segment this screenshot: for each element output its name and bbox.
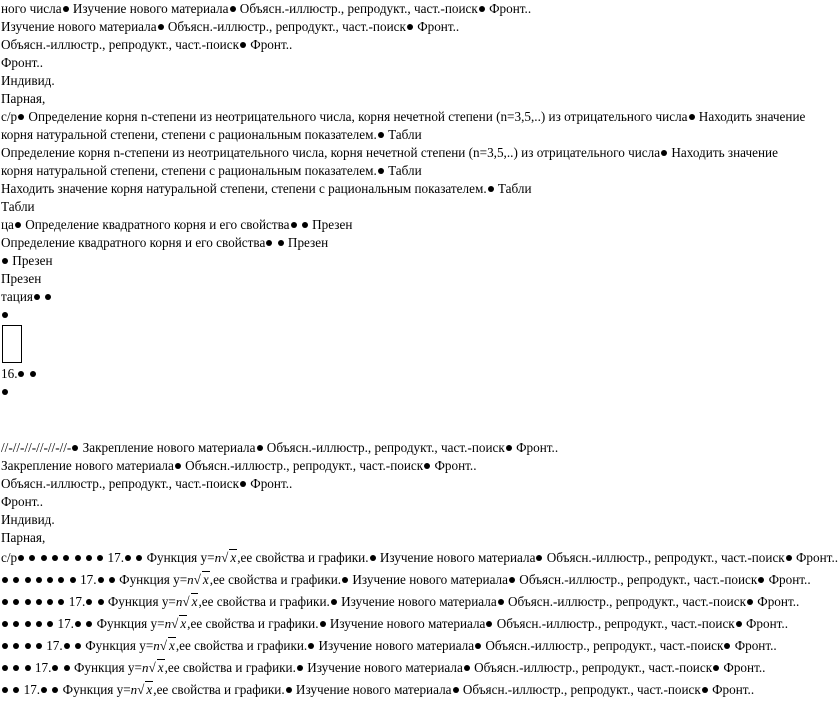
- function-label: Функция y=: [119, 572, 188, 587]
- text-fragment: Фронт..: [417, 19, 460, 34]
- bullet-icon: [30, 371, 36, 377]
- function-suffix: ,ее свойства и графики.: [198, 594, 330, 609]
- bullet-icon: [86, 599, 92, 605]
- bullet-icon: [13, 643, 19, 649]
- text-fragment: Изучение нового материала: [318, 638, 475, 653]
- bullet-icon: [702, 687, 708, 693]
- bullet-icon: [36, 643, 42, 649]
- text-line: [1, 475, 813, 493]
- text-fragment: Объясн.-иллюстр., репродукт., част.-поиск: [546, 550, 785, 565]
- radicand: x: [191, 594, 198, 609]
- text-line: [1, 383, 813, 401]
- text-fragment: с/р: [1, 109, 18, 124]
- bullet-icon: [320, 621, 326, 627]
- bullet-icon: [41, 687, 47, 693]
- radical-expression: [142, 657, 165, 679]
- bullet-icon: [63, 6, 69, 12]
- radical-expression: [215, 547, 238, 569]
- function-suffix: ,ее свойства и графики.: [209, 572, 342, 587]
- row-number: 17.: [46, 638, 63, 653]
- radical-sign-icon: √: [182, 594, 190, 609]
- text-paragraph: [1, 108, 813, 144]
- radical-sign-icon: √: [171, 616, 179, 631]
- bullet-icon: [2, 258, 8, 264]
- text-fragment: Находить значение корня натуральной степени, степени с рациональным показателем.: [1, 109, 806, 142]
- text-fragment: ца: [1, 217, 14, 232]
- bullet-icon: [747, 599, 753, 605]
- bullet-icon: [29, 555, 35, 561]
- bullet-icon: [424, 463, 430, 469]
- bullet-icon: [713, 665, 719, 671]
- text-fragment: Табли: [497, 181, 532, 196]
- radical-sign-icon: √: [159, 638, 168, 653]
- bullet-icon: [758, 577, 764, 583]
- bullet-icon: [2, 599, 8, 605]
- text-fragment: Фронт..: [712, 682, 755, 697]
- text-fragment: Изучение нового материала: [341, 594, 497, 609]
- text-fragment: Объясн.-иллюстр., репродукт., част.-поиск: [508, 594, 746, 609]
- row-prefix: с/р: [1, 550, 18, 565]
- text-fragment: Презен: [312, 217, 353, 232]
- bullet-icon: [302, 222, 308, 228]
- function-label: Функция y=: [62, 682, 131, 697]
- text-fragment: Изучение нового материала: [295, 682, 452, 697]
- radicand: x: [169, 638, 175, 653]
- text-fragment: Фронт..: [516, 440, 559, 455]
- bullet-icon: [486, 621, 492, 627]
- bullet-icon: [13, 687, 19, 693]
- function-suffix: ,ее свойства и графики.: [153, 682, 285, 697]
- bullet-icon: [378, 132, 384, 138]
- text-fragment: Закрепление нового материала: [82, 440, 256, 455]
- text-fragment: Объясн.-иллюстр., репродукт., част.-поиск: [185, 458, 424, 473]
- text-fragment: Закрепление нового материала: [1, 458, 174, 473]
- text-fragment: Табли: [388, 163, 422, 178]
- text-fragment: Определение квадратного корня и его свойства: [25, 217, 290, 232]
- function-row: [1, 635, 813, 657]
- radical-expression: [187, 569, 210, 591]
- bullet-icon: [64, 665, 70, 671]
- bullet-icon: [175, 463, 181, 469]
- text-line: [1, 36, 813, 54]
- radical-index: n: [187, 572, 194, 587]
- bullet-icon: [58, 577, 64, 583]
- bullet-icon: [36, 577, 42, 583]
- text-line: [1, 18, 813, 36]
- function-rows: [1, 547, 838, 701]
- radicand: x: [157, 660, 164, 675]
- bullet-icon: [58, 599, 64, 605]
- bullet-icon: [75, 555, 81, 561]
- bullet-icon: [2, 665, 8, 671]
- bullet-icon: [331, 599, 337, 605]
- text-fragment: Изучение нового материала: [329, 616, 486, 631]
- bullet-icon: [475, 643, 481, 649]
- bullet-icon: [25, 665, 31, 671]
- radical-expression: [131, 679, 154, 701]
- text-fragment: Находить значение корня натуральной степени, степени с рациональным показателем.: [1, 181, 487, 196]
- bullet-icon: [240, 42, 246, 48]
- text-line: [1, 252, 813, 270]
- bullet-icon: [407, 24, 413, 30]
- bullet-icon: [13, 577, 19, 583]
- radical-index: n: [130, 682, 138, 697]
- bullet-icon: [25, 621, 31, 627]
- bullet-icon: [63, 555, 69, 561]
- text-fragment: Объясн.-иллюстр., репродукт., част.-поиск: [1, 37, 239, 52]
- radicand: x: [146, 682, 153, 697]
- function-suffix: ,ее свойства и графики.: [164, 660, 296, 675]
- text-fragment: Объясн.-иллюстр., репродукт., част.-поиск: [519, 572, 758, 587]
- bullet-icon: [47, 577, 53, 583]
- bullet-icon: [2, 643, 8, 649]
- row-number: 17.: [23, 682, 41, 697]
- row-number: 17.: [57, 616, 74, 631]
- function-row: [1, 569, 813, 591]
- text-line: [1, 365, 813, 383]
- bullet-icon: [25, 577, 31, 583]
- row-number: 17.: [107, 550, 124, 565]
- radical-sign-icon: √: [193, 572, 201, 587]
- bullet-icon: [308, 643, 314, 649]
- text-line: Парная,: [1, 91, 46, 106]
- text-fragment: Объясн.-иллюстр., репродукт., част.-поиск: [266, 440, 505, 455]
- text-line: Индивид.: [1, 512, 55, 527]
- bullet-icon: [97, 555, 103, 561]
- text-line: Фронт..: [1, 55, 44, 70]
- function-suffix: ,ее свойства и графики.: [237, 550, 369, 565]
- bullet-icon: [125, 555, 131, 561]
- bullet-icon: [75, 621, 81, 627]
- text-fragment: Фронт..: [757, 594, 800, 609]
- text-fragment: Изучение нового материала: [379, 550, 536, 565]
- radical-sign-icon: √: [148, 660, 156, 675]
- text-line: Фронт..: [1, 494, 44, 509]
- bullet-icon: [506, 445, 512, 451]
- bullet-icon: [18, 555, 24, 561]
- bullet-icon: [34, 294, 40, 300]
- bullet-icon: [2, 389, 8, 395]
- text-fragment: Объясн.-иллюстр., репродукт., част.-поиск: [462, 682, 701, 697]
- function-label: Функция y=: [85, 638, 154, 653]
- bullet-icon: [278, 240, 284, 246]
- bullet-icon: [72, 445, 78, 451]
- bullet-icon: [2, 312, 8, 318]
- text-fragment: Объясн.-иллюстр., репродукт., част.-поиск: [496, 616, 735, 631]
- text-line: Индивид.: [1, 73, 55, 88]
- bullet-icon: [52, 665, 58, 671]
- text-line: [1, 234, 813, 252]
- bullet-icon: [689, 114, 695, 120]
- bullet-icon: [291, 222, 297, 228]
- text-fragment: Фронт..: [250, 476, 293, 491]
- text-fragment: Изучение нового материала: [352, 572, 508, 587]
- bullet-icon: [18, 371, 24, 377]
- radical-index: n: [214, 550, 222, 565]
- radical-index: n: [175, 594, 183, 609]
- bullet-icon: [286, 687, 292, 693]
- bullet-icon: [536, 555, 542, 561]
- function-label: Функция y=: [73, 660, 142, 675]
- text-fragment: Находить значение корня натуральной степени, степени с рациональным показателем.: [1, 145, 778, 178]
- bullet-icon: [25, 599, 31, 605]
- bullet-icon: [297, 665, 303, 671]
- text-fragment: Фронт..: [489, 1, 532, 16]
- bullet-icon: [479, 6, 485, 12]
- bullet-icon: [15, 222, 21, 228]
- text-fragment: Объясн.-иллюстр., репродукт., част.-поиск: [167, 19, 406, 34]
- bullet-icon: [136, 555, 142, 561]
- bullet-icon: [18, 114, 24, 120]
- text-line: Презен: [1, 271, 42, 286]
- radicand: x: [230, 550, 237, 565]
- text-fragment: Фронт..: [250, 37, 293, 52]
- bullet-icon: [498, 599, 504, 605]
- text-fragment: ного числа: [1, 1, 62, 16]
- bullet-icon: [47, 599, 53, 605]
- text-line: [1, 288, 813, 306]
- text-fragment: Определение корня n-степени из неотрицательного числа, корня нечетной степени (n=3,5,..) из отрицательного числа: [28, 109, 688, 124]
- text-fragment: Изучение нового материала: [1, 19, 157, 34]
- radical-sign-icon: √: [221, 550, 229, 565]
- bullet-icon: [109, 577, 115, 583]
- text-fragment: Фронт..: [723, 660, 766, 675]
- bullet-icon: [230, 6, 236, 12]
- row-number: 17.: [68, 594, 86, 609]
- bullet-icon: [488, 186, 494, 192]
- function-row: [1, 547, 838, 569]
- blank-space: [1, 401, 813, 439]
- radical-index: n: [164, 616, 172, 631]
- text-fragment: Определение корня n-степени из неотрицательного числа, корня нечетной степени (n=3,5,..) из отрицательного числа: [1, 145, 661, 160]
- radical-expression: [153, 635, 176, 657]
- text-line: [1, 0, 813, 18]
- text-fragment: Изучение нового материала: [307, 660, 463, 675]
- radicand: x: [180, 616, 187, 631]
- bullet-icon: [36, 621, 42, 627]
- bullet-icon: [266, 240, 272, 246]
- text-fragment: Объясн.-иллюстр., репродукт., част.-поиск: [1, 476, 239, 491]
- text-fragment: 16.: [1, 366, 18, 381]
- bullet-icon: [257, 445, 263, 451]
- bullet-icon: [70, 577, 76, 583]
- text-line: [1, 306, 813, 324]
- bullet-icon: [98, 599, 104, 605]
- function-row: [1, 679, 813, 701]
- bullet-icon: [158, 24, 164, 30]
- row-number: 17.: [80, 572, 97, 587]
- text-fragment: //-//-//-//-//-//-: [1, 440, 72, 455]
- bullet-icon: [13, 621, 19, 627]
- text-line: Табли: [1, 199, 35, 214]
- radical-index: n: [141, 660, 149, 675]
- text-fragment: Фронт..: [796, 550, 838, 565]
- bullet-icon: [240, 481, 246, 487]
- radical-index: n: [153, 638, 160, 653]
- text-line: Парная,: [1, 530, 46, 545]
- bullet-icon: [36, 599, 42, 605]
- bullet-icon: [64, 643, 70, 649]
- function-row: [1, 613, 813, 635]
- function-row: [1, 591, 813, 613]
- text-fragment: Фронт..: [768, 572, 811, 587]
- bullet-icon: [2, 621, 8, 627]
- bullet-icon: [45, 294, 51, 300]
- bullet-icon: [52, 687, 58, 693]
- bullet-icon: [464, 665, 470, 671]
- text-fragment: Объясн.-иллюстр., репродукт., част.-поиск: [485, 638, 724, 653]
- text-fragment: Фронт..: [434, 458, 477, 473]
- bullet-icon: [509, 577, 515, 583]
- document-page: [1, 0, 838, 701]
- text-fragment: Презен: [12, 253, 53, 268]
- text-fragment: Определение квадратного корня и его свойства: [1, 235, 266, 250]
- text-line: [1, 216, 813, 234]
- text-line: [1, 180, 813, 198]
- bullet-icon: [736, 621, 742, 627]
- text-line: [1, 439, 813, 457]
- function-label: Функция y=: [96, 616, 165, 631]
- bullet-icon: [370, 555, 376, 561]
- bullet-icon: [2, 687, 8, 693]
- text-fragment: Объясн.-иллюстр., репродукт., част.-поиск: [474, 660, 713, 675]
- function-label: Функция y=: [107, 594, 176, 609]
- function-suffix: ,ее свойства и графики.: [175, 638, 308, 653]
- bullet-icon: [47, 621, 53, 627]
- bullet-icon: [724, 643, 730, 649]
- bullet-icon: [98, 577, 104, 583]
- bullet-icon: [378, 168, 384, 174]
- text-line: [1, 457, 813, 475]
- text-fragment: Табли: [388, 127, 422, 142]
- bullet-icon: [453, 687, 459, 693]
- function-label: Функция y=: [146, 550, 215, 565]
- text-fragment: Изучение нового материала: [72, 1, 229, 16]
- bullet-icon: [786, 555, 792, 561]
- bullet-icon: [661, 150, 667, 156]
- bullet-icon: [86, 555, 92, 561]
- radical-expression: [176, 591, 199, 613]
- text-fragment: тация: [1, 289, 33, 304]
- radical-sign-icon: √: [137, 682, 145, 697]
- bullet-icon: [13, 665, 19, 671]
- radical-expression: [165, 613, 188, 635]
- radicand: x: [202, 572, 209, 587]
- bullet-icon: [41, 555, 47, 561]
- text-fragment: Презен: [287, 235, 329, 250]
- bullet-icon: [75, 643, 81, 649]
- bullet-icon: [342, 577, 348, 583]
- bullet-icon: [2, 577, 8, 583]
- image-placeholder: [2, 325, 22, 363]
- function-suffix: ,ее свойства и графики.: [187, 616, 319, 631]
- bullet-icon: [13, 599, 19, 605]
- bullet-icon: [86, 621, 92, 627]
- row-number: 17.: [34, 660, 52, 675]
- text-paragraph: [1, 144, 813, 180]
- bullet-icon: [25, 643, 31, 649]
- bullet-icon: [52, 555, 58, 561]
- function-row: [1, 657, 813, 679]
- text-fragment: Фронт..: [734, 638, 777, 653]
- text-fragment: Фронт..: [746, 616, 789, 631]
- text-fragment: Объясн.-иллюстр., репродукт., част.-поиск: [239, 1, 478, 16]
